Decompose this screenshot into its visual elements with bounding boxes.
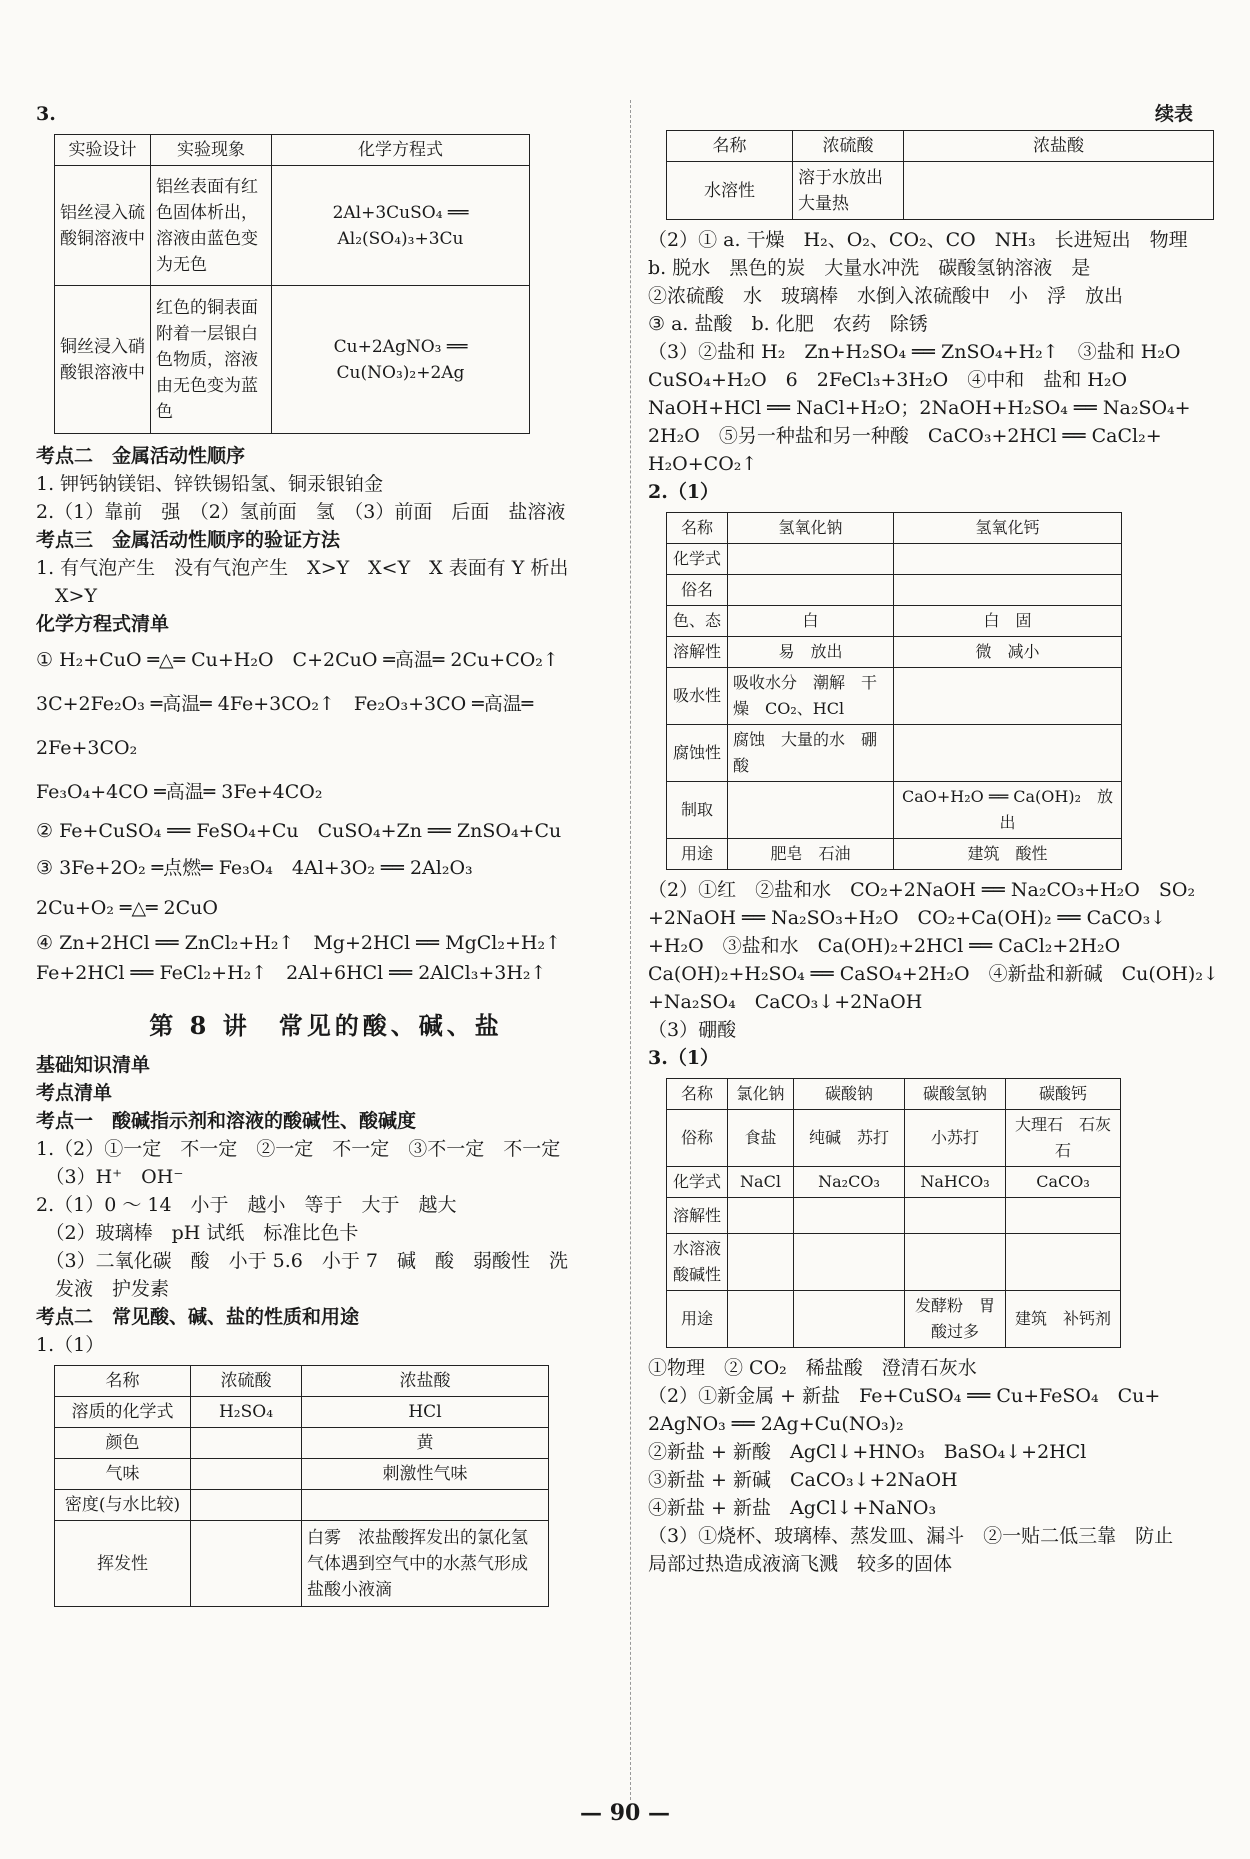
text-line: 3.（1）: [648, 1047, 720, 1069]
text-line: 2.（1）: [648, 481, 720, 503]
table-cell: [794, 1234, 905, 1291]
table-cell: 化学式: [667, 1167, 728, 1198]
table-row: [55, 1521, 549, 1607]
table-cell: 用途: [667, 1291, 728, 1348]
table-header: 碳酸氢钠: [905, 1079, 1006, 1110]
text-line: （3）硼酸: [648, 1019, 737, 1041]
table-header-row: [667, 1079, 1121, 1110]
table-cell: 吸水性: [667, 668, 728, 725]
table-cell: Na₂CO₃: [794, 1167, 905, 1198]
table-cell: [905, 1198, 1006, 1234]
table-cell: CaO+H₂O ══ Ca(OH)₂ 放出: [894, 782, 1122, 839]
table-cell: 白雾 浓盐酸挥发出的氯化氢气体遇到空气中的水蒸气形成盐酸小液滴: [302, 1521, 549, 1607]
table-row: [55, 1428, 549, 1459]
left-column: [36, 100, 616, 1607]
table-row: [55, 1459, 549, 1490]
table-cell: [894, 575, 1122, 606]
text-line: ②新盐 + 新酸 AgCl↓+HNO₃ BaSO₄↓+2HCl: [648, 1441, 1087, 1463]
table-header: 浓盐酸: [302, 1366, 549, 1397]
table-cell: 白 固: [894, 606, 1122, 637]
text-line: 1. 钾钙钠镁铝、锌铁锡铅氢、铜汞银铂金: [36, 473, 384, 495]
table-row: [667, 606, 1122, 637]
table-cell: 色、态: [667, 606, 728, 637]
question-label: 3.: [36, 103, 56, 125]
table-header: 名称: [667, 1079, 728, 1110]
table-cell: [302, 1490, 549, 1521]
text-line: 2AgNO₃ ══ 2Ag+Cu(NO₃)₂: [648, 1413, 904, 1435]
text-line: 2.（1）靠前 强 （2）氢前面 氢 （3）前面 后面 盐溶液: [36, 501, 566, 523]
table-cell: [894, 544, 1122, 575]
table-cell: [728, 575, 894, 606]
table-cell: 气味: [55, 1459, 191, 1490]
acid-continued-table: [666, 130, 1214, 220]
experiment-table: [54, 134, 530, 434]
table-cell: 化学式: [667, 544, 728, 575]
equation-line: 3C+2Fe₂O₃ ═高温═ 4Fe+3CO₂↑ Fe₂O₃+3CO ═高温═ 2Fe+3CO₂: [36, 693, 534, 759]
text-line: 发液 护发素: [36, 1278, 170, 1300]
table-cell: 黄: [302, 1428, 549, 1459]
table-cell: [191, 1490, 302, 1521]
table-header: 名称: [55, 1366, 191, 1397]
table-row: [667, 1110, 1121, 1167]
text-line: ④新盐 + 新盐 AgCl↓+NaNO₃: [648, 1497, 937, 1519]
text-line: 2H₂O ⑤另一种盐和另一种酸 CaCO₃+2HCl ══ CaCl₂+: [648, 425, 1162, 447]
text-line: （3）二氧化碳 酸 小于 5.6 小于 7 碱 酸 弱酸性 洗: [36, 1250, 568, 1272]
table-cell: NaCl: [728, 1167, 794, 1198]
table-row: [667, 782, 1122, 839]
table-row: [55, 1397, 549, 1428]
table-cell: 俗称: [667, 1110, 728, 1167]
table-cell: Cu+2AgNO₃ ══ Cu(NO₃)₂+2Ag: [272, 286, 530, 434]
base-properties-answers: [648, 876, 1223, 1072]
table-row: [667, 1167, 1121, 1198]
table-cell: 肥皂 石油: [728, 839, 894, 870]
text-line: 2.（1）0 ～ 14 小于 越小 等于 大于 越大: [36, 1194, 457, 1216]
table-cell: 铝丝表面有红色固体析出，溶液由蓝色变为无色: [151, 166, 272, 286]
text-line: +2NaOH ══ Na₂SO₃+H₂O CO₂+Ca(OH)₂ ══ CaCO₃↓: [648, 907, 1167, 929]
text-line: Ca(OH)₂+H₂SO₄ ══ CaSO₄+2H₂O ④新盐和新碱 Cu(OH)₂↓: [648, 963, 1219, 985]
table-cell: 水溶液酸碱性: [667, 1234, 728, 1291]
table-row: [55, 286, 530, 434]
text-line: b. 脱水 黑色的炭 大量水冲洗 碳酸氢钠溶液 是: [648, 257, 1091, 279]
table-cell: [191, 1521, 302, 1607]
table-cell: [894, 725, 1122, 782]
text-line: （2）① a. 干燥 H₂、O₂、CO₂、CO NH₃ 长进短出 物理: [648, 229, 1188, 251]
table-header: 实验设计: [55, 135, 151, 166]
equation-line: Fe₃O₄+4CO ═高温═ 3Fe+4CO₂: [36, 781, 323, 803]
table-cell: [728, 1198, 794, 1234]
salt-properties-table: [666, 1078, 1121, 1348]
table-cell: [191, 1428, 302, 1459]
table-cell: 建筑 酸性: [894, 839, 1122, 870]
text-line: 1.（1）: [36, 1334, 105, 1356]
text-line: CuSO₄+H₂O 6 2FeCl₃+3H₂O ④中和 盐和 H₂O: [648, 369, 1128, 391]
table-cell: 白: [728, 606, 894, 637]
table-cell: [905, 1234, 1006, 1291]
text-line: +H₂O ③盐和水 Ca(OH)₂+2HCl ══ CaCl₂+2H₂O: [648, 935, 1121, 957]
table-header-row: [55, 135, 530, 166]
table-cell: 吸收水分 潮解 干燥 CO₂、HCl: [728, 668, 894, 725]
table-cell: 挥发性: [55, 1521, 191, 1607]
salt-properties-answers: [648, 1354, 1223, 1578]
table-cell: 食盐: [728, 1110, 794, 1167]
metal-activity-section: [36, 442, 616, 988]
table-cell: CaCO₃: [1006, 1167, 1121, 1198]
table-cell: 颜色: [55, 1428, 191, 1459]
equation-line: ① H₂+CuO ═△═ Cu+H₂O C+2CuO ═高温═ 2Cu+CO₂↑: [36, 649, 559, 671]
text-line: 考点清单: [36, 1082, 113, 1104]
lecture-title: 第 8 讲 常见的酸、碱、盐: [149, 1011, 503, 1040]
equation-line: 2Cu+O₂ ═△═ 2CuO: [36, 897, 218, 919]
table-cell: [728, 1234, 794, 1291]
table-header: 氢氧化钙: [894, 513, 1122, 544]
table-cell: 铝丝浸入硫酸铜溶液中: [55, 166, 151, 286]
acid-base-section: [36, 1051, 616, 1359]
table-header: 碳酸钙: [1006, 1079, 1121, 1110]
table-header: 氢氧化钠: [728, 513, 894, 544]
table-row: [667, 1291, 1121, 1348]
equation-line: ② Fe+CuSO₄ ══ FeSO₄+Cu CuSO₄+Zn ══ ZnSO₄+Cu: [36, 820, 562, 842]
text-line: 考点一 酸碱指示剂和溶液的酸碱性、酸碱度: [36, 1110, 417, 1132]
table-header: 浓盐酸: [904, 131, 1214, 162]
base-properties-table: [666, 512, 1122, 870]
table-cell: [1006, 1198, 1121, 1234]
table-row: [667, 575, 1122, 606]
equation-line: Fe+2HCl ══ FeCl₂+H₂↑ 2Al+6HCl ══ 2AlCl₃+3H₂↑: [36, 962, 547, 984]
table-cell: [794, 1291, 905, 1348]
text-line: 考点二 常见酸、碱、盐的性质和用途: [36, 1306, 360, 1328]
table-row: [667, 162, 1214, 220]
table-cell: 发酵粉 胃酸过多: [905, 1291, 1006, 1348]
text-line: 基础知识清单: [36, 1054, 151, 1076]
table-cell: 溶质的化学式: [55, 1397, 191, 1428]
text-line: 1.（2）①一定 不一定 ②一定 不一定 ③不一定 不一定: [36, 1138, 561, 1160]
table-cell: [904, 162, 1214, 220]
table-cell: 腐蚀性: [667, 725, 728, 782]
page-number: — 90 —: [580, 1800, 670, 1826]
table-cell: 易 放出: [728, 637, 894, 668]
text-line: （2）玻璃棒 pH 试纸 标准比色卡: [36, 1222, 359, 1244]
table-row: [55, 166, 530, 286]
table-cell: [191, 1459, 302, 1490]
table-cell: [794, 1198, 905, 1234]
text-line: ②浓硫酸 水 玻璃棒 水倒入浓硫酸中 小 浮 放出: [648, 285, 1124, 307]
table-cell: 铜丝浸入硝酸银溶液中: [55, 286, 151, 434]
table-row: [667, 1198, 1121, 1234]
text-line: ③ a. 盐酸 b. 化肥 农药 除锈: [648, 313, 928, 335]
table-cell: [894, 668, 1122, 725]
table-cell: 用途: [667, 839, 728, 870]
table-row: [667, 637, 1122, 668]
table-header: 氯化钠: [728, 1079, 794, 1110]
text-line: （3）②盐和 H₂ Zn+H₂SO₄ ══ ZnSO₄+H₂↑ ③盐和 H₂O: [648, 341, 1181, 363]
text-line: 考点三 金属活动性顺序的验证方法: [36, 529, 341, 551]
text-line: 考点二 金属活动性顺序: [36, 445, 246, 467]
text-line: （2）①新金属 + 新盐 Fe+CuSO₄ ══ Cu+FeSO₄ Cu+: [648, 1385, 1161, 1407]
table-header: 实验现象: [151, 135, 272, 166]
table-cell: 红色的铜表面附着一层银白色物质，溶液由无色变为蓝色: [151, 286, 272, 434]
text-line: X>Y: [36, 585, 97, 607]
table-cell: 小苏打: [905, 1110, 1006, 1167]
table-cell: 俗名: [667, 575, 728, 606]
table-cell: H₂SO₄: [191, 1397, 302, 1428]
table-cell: 微 减小: [894, 637, 1122, 668]
text-line: ③新盐 + 新碱 CaCO₃↓+2NaOH: [648, 1469, 958, 1491]
table-cell: [1006, 1234, 1121, 1291]
table-header-row: [55, 1366, 549, 1397]
table-cell: [728, 1291, 794, 1348]
table-cell: 纯碱 苏打: [794, 1110, 905, 1167]
table-header: 浓硫酸: [793, 131, 904, 162]
table-cell: 大理石 石灰石: [1006, 1110, 1121, 1167]
table-header: 浓硫酸: [191, 1366, 302, 1397]
text-line: （2）①红 ②盐和水 CO₂+2NaOH ══ Na₂CO₃+H₂O SO₂: [648, 879, 1196, 901]
table-cell: 溶解性: [667, 1198, 728, 1234]
table-header-row: [667, 513, 1122, 544]
table-cell: 制取: [667, 782, 728, 839]
table-cell: 溶于水放出大量热: [793, 162, 904, 220]
table-cell: 2Al+3CuSO₄ ══ Al₂(SO₄)₃+3Cu: [272, 166, 530, 286]
table-cell: 溶解性: [667, 637, 728, 668]
text-line: 1. 有气泡产生 没有气泡产生 X>Y X<Y X 表面有 Y 析出: [36, 557, 569, 579]
table-header: 名称: [667, 513, 728, 544]
table-cell: [728, 782, 894, 839]
acid-properties-answers: [648, 226, 1223, 506]
text-line: NaOH+HCl ══ NaCl+H₂O；2NaOH+H₂SO₄ ══ Na₂SO₄+: [648, 397, 1191, 419]
table-row: [667, 1234, 1121, 1291]
table-row: [667, 668, 1122, 725]
table-cell: 密度(与水比较): [55, 1490, 191, 1521]
text-line: 化学方程式清单: [36, 613, 170, 635]
equation-line: ③ 3Fe+2O₂ ═点燃═ Fe₃O₄ 4Al+3O₂ ══ 2Al₂O₃: [36, 857, 473, 879]
table-row: [667, 725, 1122, 782]
column-divider: [630, 100, 631, 1800]
text-line: （3）H⁺ OH⁻: [36, 1166, 184, 1188]
table-row: [667, 544, 1122, 575]
table-cell: 刺激性气味: [302, 1459, 549, 1490]
table-cell: 建筑 补钙剂: [1006, 1291, 1121, 1348]
table-header: 化学方程式: [272, 135, 530, 166]
text-line: H₂O+CO₂↑: [648, 453, 758, 475]
table-cell: 腐蚀 大量的水 硼酸: [728, 725, 894, 782]
right-column: [648, 100, 1223, 1578]
table-cell: HCl: [302, 1397, 549, 1428]
table-row: [55, 1490, 549, 1521]
acid-properties-table: [54, 1365, 549, 1607]
text-line: ①物理 ② CO₂ 稀盐酸 澄清石灰水: [648, 1357, 977, 1379]
table-header: 名称: [667, 131, 793, 162]
continued-label: 续表: [1154, 103, 1193, 125]
table-cell: 水溶性: [667, 162, 793, 220]
table-cell: NaHCO₃: [905, 1167, 1006, 1198]
table-cell: [728, 544, 894, 575]
text-line: 局部过热造成液滴飞溅 较多的固体: [648, 1553, 953, 1575]
table-header: 碳酸钠: [794, 1079, 905, 1110]
equation-line: ④ Zn+2HCl ══ ZnCl₂+H₂↑ Mg+2HCl ══ MgCl₂+H₂↑: [36, 932, 561, 954]
table-header-row: [667, 131, 1214, 162]
text-line: +Na₂SO₄ CaCO₃↓+2NaOH: [648, 991, 923, 1013]
text-line: （3）①烧杯、玻璃棒、蒸发皿、漏斗 ②一贴二低三靠 防止: [648, 1525, 1174, 1547]
table-row: [667, 839, 1122, 870]
